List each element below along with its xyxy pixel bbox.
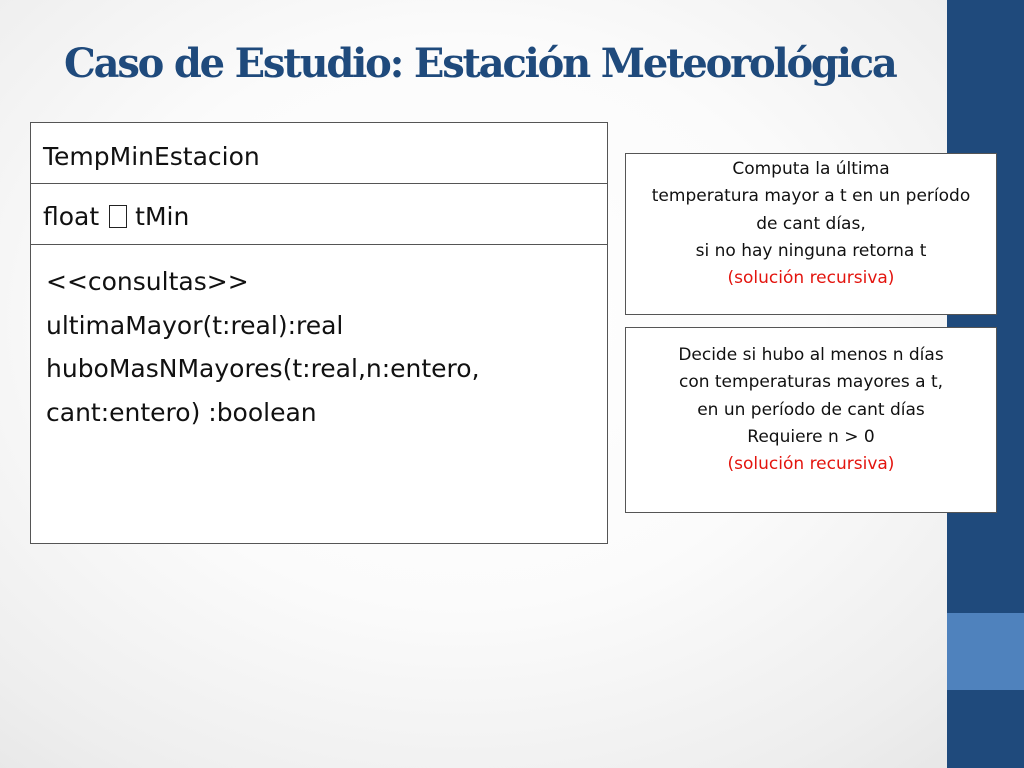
- sidebar-band-accent: [947, 613, 1024, 690]
- uml-class-box: [30, 122, 608, 544]
- attribute-type: float: [43, 202, 100, 231]
- note-highlight: (solución recursiva): [727, 268, 895, 289]
- attribute-name: tMin: [135, 202, 190, 231]
- uml-class-name: TempMinEstacion: [31, 123, 607, 184]
- operation-hubo-mas-n-mayores-cont: cant:entero) :boolean: [46, 397, 317, 427]
- sidebar-band-bottom: [947, 690, 1024, 768]
- note-line: temperatura mayor a t en un período: [651, 186, 971, 207]
- note-line: de cant días,: [756, 213, 866, 234]
- note-line: en un período de cant días: [697, 399, 925, 420]
- slide-title: Caso de Estudio: Estación Meteorológica: [64, 40, 896, 87]
- note-line: si no hay ninguna retorna t: [695, 240, 927, 261]
- box-glyph-icon: [109, 205, 127, 228]
- operation-ultima-mayor: ultimaMayor(t:real):real: [46, 310, 344, 340]
- note-line: Decide si hubo al menos n días: [678, 345, 944, 365]
- note-hubo-mas-n-mayores: [625, 327, 997, 513]
- note-line: Computa la última: [732, 159, 890, 179]
- note-line: Requiere n > 0: [747, 426, 875, 447]
- note-ultima-mayor: [625, 153, 997, 315]
- uml-operations-section: [31, 245, 607, 434]
- uml-attributes-section: [31, 184, 607, 245]
- operation-hubo-mas-n-mayores: huboMasNMayores(t:real,n:entero,: [46, 354, 480, 383]
- note-highlight: (solución recursiva): [727, 454, 895, 475]
- note-line: con temperaturas mayores a t,: [678, 372, 944, 393]
- operations-stereotype: <<consultas>>: [46, 267, 249, 296]
